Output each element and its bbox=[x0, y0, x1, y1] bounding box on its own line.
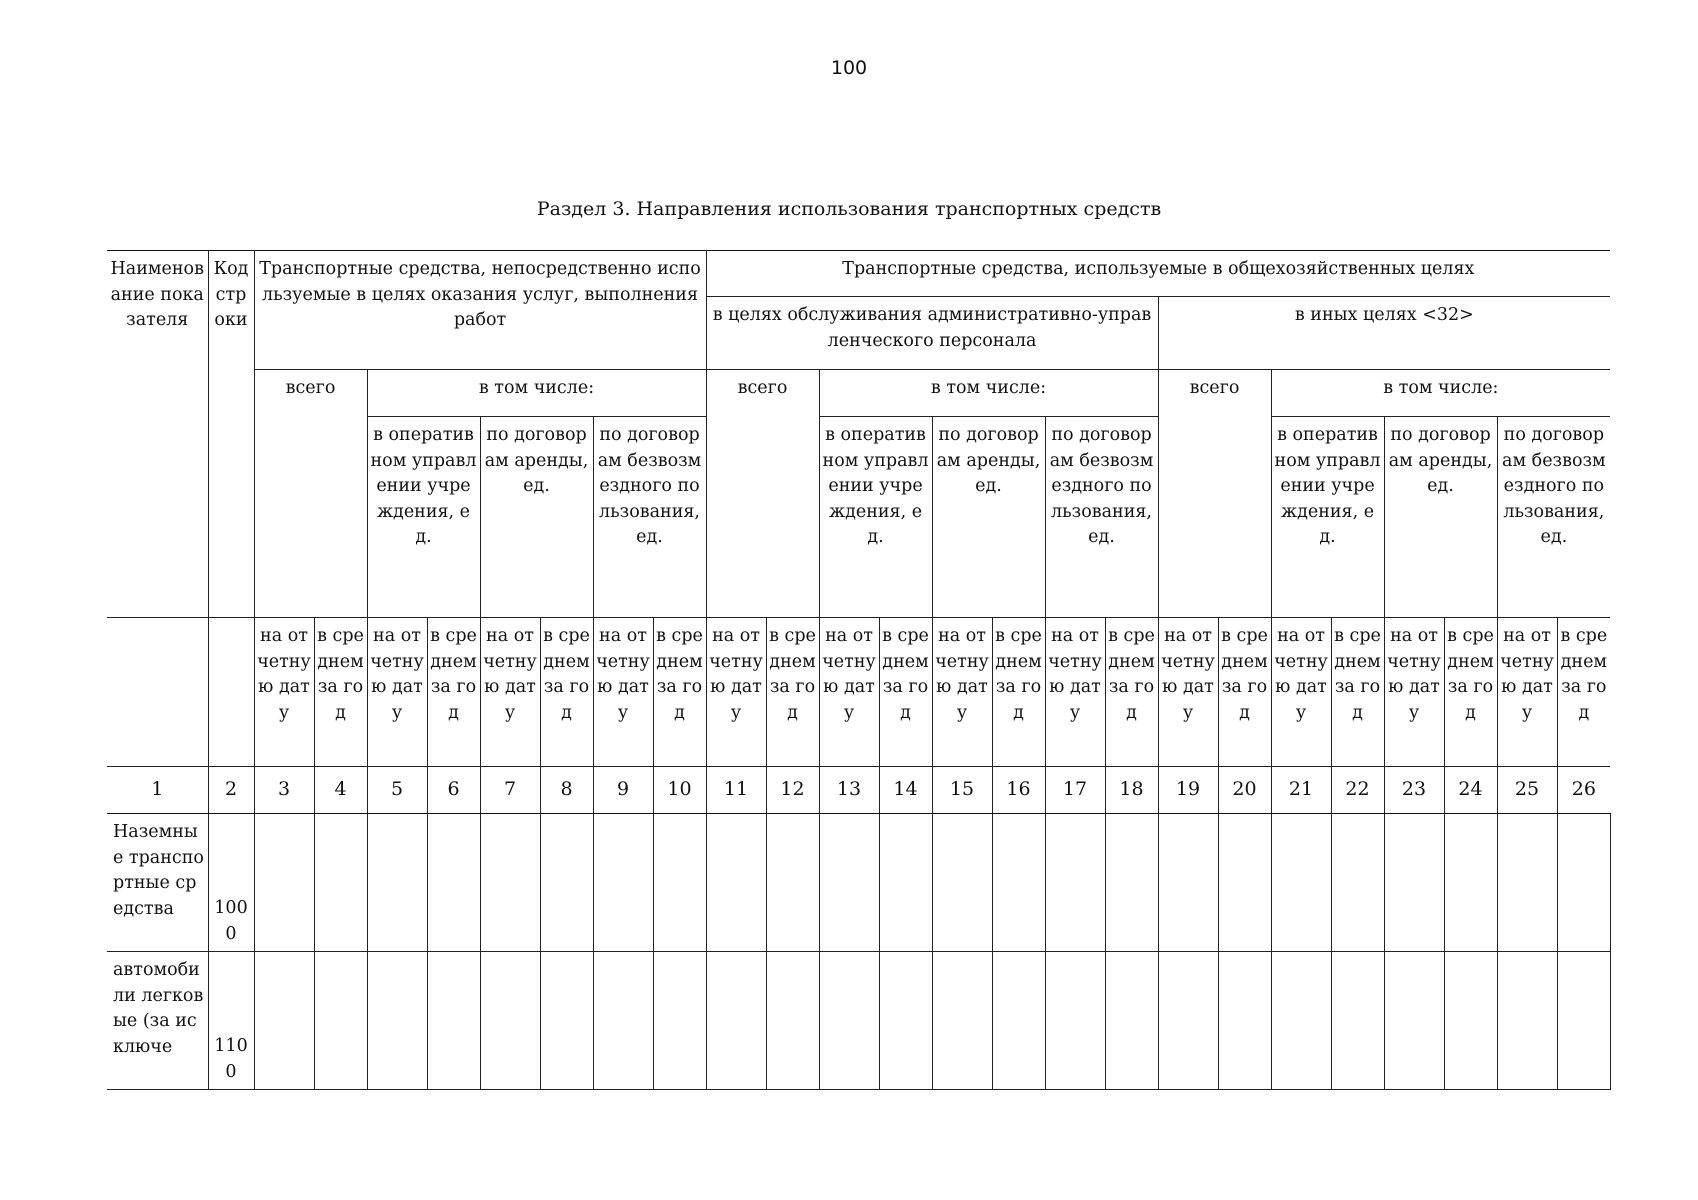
column-number: 4 bbox=[314, 767, 367, 814]
header-average: в среднем за год bbox=[1218, 618, 1271, 767]
table-row bbox=[107, 952, 1610, 1090]
header-at-date: на отчетную дату bbox=[480, 618, 540, 767]
header-name: Наименование показателя bbox=[107, 251, 208, 618]
header-total: всего bbox=[706, 370, 819, 618]
header-lease: по договорам аренды, ед. bbox=[480, 417, 593, 618]
column-number: 14 bbox=[879, 767, 932, 814]
column-number: 16 bbox=[992, 767, 1045, 814]
header-including: в том числе: bbox=[819, 370, 1158, 417]
column-number: 5 bbox=[367, 767, 427, 814]
report-form-table bbox=[107, 250, 1611, 1090]
header-average: в среднем за год bbox=[653, 618, 706, 767]
column-number: 18 bbox=[1105, 767, 1158, 814]
column-number: 13 bbox=[819, 767, 879, 814]
column-number: 2 bbox=[208, 767, 254, 814]
data-cell[interactable] bbox=[1218, 952, 1271, 1090]
column-number: 23 bbox=[1384, 767, 1444, 814]
row-code: 1000 bbox=[208, 814, 254, 952]
header-free-use: по договорам безвозмездного пользования, ед. bbox=[593, 417, 706, 618]
header-direct-use: Транспортные средства, непосредственно используемые в целях оказания услуг, выполнения работ bbox=[254, 251, 706, 370]
data-cell[interactable] bbox=[480, 814, 540, 952]
header-including: в том числе: bbox=[1271, 370, 1610, 417]
header-free-use: по договорам безвозмездного пользования, ед. bbox=[1497, 417, 1610, 618]
header-average: в среднем за год bbox=[992, 618, 1045, 767]
header-at-date: на отчетную дату bbox=[1384, 618, 1444, 767]
column-number: 24 bbox=[1444, 767, 1497, 814]
header-average: в среднем за год bbox=[1557, 618, 1610, 767]
row-name: автомобили легковые (за исключе bbox=[107, 952, 208, 1090]
data-cell[interactable] bbox=[1331, 814, 1384, 952]
column-number: 8 bbox=[540, 767, 593, 814]
header-code-cont bbox=[208, 618, 254, 767]
header-at-date: на отчетную дату bbox=[1497, 618, 1557, 767]
data-cell[interactable] bbox=[879, 814, 932, 952]
data-cell[interactable] bbox=[540, 814, 593, 952]
data-cell[interactable] bbox=[932, 814, 992, 952]
data-cell[interactable] bbox=[1218, 814, 1271, 952]
data-cell[interactable] bbox=[992, 814, 1045, 952]
header-operational-management: в оперативном управлении учреждения, ед. bbox=[819, 417, 932, 618]
data-cell[interactable] bbox=[1444, 952, 1497, 1090]
data-cell[interactable] bbox=[1105, 814, 1158, 952]
data-cell[interactable] bbox=[766, 814, 819, 952]
header-at-date: на отчетную дату bbox=[1158, 618, 1218, 767]
column-number: 10 bbox=[653, 767, 706, 814]
header-other-purposes: в иных целях <32> bbox=[1158, 297, 1610, 370]
data-cell[interactable] bbox=[593, 814, 653, 952]
data-cell[interactable] bbox=[314, 814, 367, 952]
column-number: 3 bbox=[254, 767, 314, 814]
header-name-cont bbox=[107, 618, 208, 767]
data-cell[interactable] bbox=[1444, 814, 1497, 952]
column-number: 12 bbox=[766, 767, 819, 814]
header-free-use: по договорам безвозмездного пользования, ед. bbox=[1045, 417, 1158, 618]
data-cell[interactable] bbox=[1497, 814, 1557, 952]
header-average: в среднем за год bbox=[766, 618, 819, 767]
data-cell[interactable] bbox=[653, 952, 706, 1090]
data-cell[interactable] bbox=[1557, 814, 1610, 952]
data-cell[interactable] bbox=[367, 952, 427, 1090]
header-admin-staff: в целях обслуживания административно-управленческого персонала bbox=[706, 297, 1158, 370]
header-including: в том числе: bbox=[367, 370, 706, 417]
column-number: 11 bbox=[706, 767, 766, 814]
data-cell[interactable] bbox=[706, 952, 766, 1090]
header-average: в среднем за год bbox=[1105, 618, 1158, 767]
column-number: 6 bbox=[427, 767, 480, 814]
header-at-date: на отчетную дату bbox=[932, 618, 992, 767]
header-operational-management: в оперативном управлении учреждения, ед. bbox=[1271, 417, 1384, 618]
header-at-date: на отчетную дату bbox=[706, 618, 766, 767]
data-cell[interactable] bbox=[1271, 814, 1331, 952]
data-cell[interactable] bbox=[480, 952, 540, 1090]
data-cell[interactable] bbox=[1045, 814, 1105, 952]
column-number: 22 bbox=[1331, 767, 1384, 814]
data-cell[interactable] bbox=[706, 814, 766, 952]
column-number: 25 bbox=[1497, 767, 1557, 814]
column-number: 15 bbox=[932, 767, 992, 814]
data-cell[interactable] bbox=[766, 952, 819, 1090]
data-cell[interactable] bbox=[1331, 952, 1384, 1090]
header-general-use: Транспортные средства, используемые в общехозяйственных целях bbox=[706, 251, 1610, 297]
header-average: в среднем за год bbox=[1331, 618, 1384, 767]
data-cell[interactable] bbox=[992, 952, 1045, 1090]
header-at-date: на отчетную дату bbox=[367, 618, 427, 767]
data-cell[interactable] bbox=[1497, 952, 1557, 1090]
data-cell[interactable] bbox=[254, 952, 314, 1090]
data-cell[interactable] bbox=[1557, 952, 1610, 1090]
column-number: 17 bbox=[1045, 767, 1105, 814]
header-total: всего bbox=[254, 370, 367, 618]
column-number: 1 bbox=[107, 767, 208, 814]
data-cell[interactable] bbox=[932, 952, 992, 1090]
data-cell[interactable] bbox=[1158, 814, 1218, 952]
column-number: 26 bbox=[1557, 767, 1610, 814]
data-cell[interactable] bbox=[819, 814, 879, 952]
data-cell[interactable] bbox=[314, 952, 367, 1090]
header-at-date: на отчетную дату bbox=[593, 618, 653, 767]
section-title: Раздел 3. Направления использования транспортных средств bbox=[536, 198, 1162, 220]
data-cell[interactable] bbox=[427, 814, 480, 952]
header-at-date: на отчетную дату bbox=[254, 618, 314, 767]
header-at-date: на отчетную дату bbox=[819, 618, 879, 767]
data-cell[interactable] bbox=[1045, 952, 1105, 1090]
table-row bbox=[107, 814, 1610, 952]
data-cell[interactable] bbox=[593, 952, 653, 1090]
header-at-date: на отчетную дату bbox=[1045, 618, 1105, 767]
column-number: 7 bbox=[480, 767, 540, 814]
data-cell[interactable] bbox=[653, 814, 706, 952]
data-cell[interactable] bbox=[540, 952, 593, 1090]
header-average: в среднем за год bbox=[427, 618, 480, 767]
data-cell[interactable] bbox=[254, 814, 314, 952]
column-number: 21 bbox=[1271, 767, 1331, 814]
header-code: Код строки bbox=[208, 251, 254, 618]
data-cell[interactable] bbox=[427, 952, 480, 1090]
data-cell[interactable] bbox=[1105, 952, 1158, 1090]
column-number: 19 bbox=[1158, 767, 1218, 814]
header-at-date: на отчетную дату bbox=[1271, 618, 1331, 767]
header-average: в среднем за год bbox=[879, 618, 932, 767]
row-name: Наземные транспортные средства bbox=[107, 814, 208, 952]
data-cell[interactable] bbox=[1271, 952, 1331, 1090]
header-average: в среднем за год bbox=[1444, 618, 1497, 767]
column-number: 20 bbox=[1218, 767, 1271, 814]
page-number: 100 bbox=[830, 57, 868, 79]
header-lease: по договорам аренды, ед. bbox=[1384, 417, 1497, 618]
data-cell[interactable] bbox=[1158, 952, 1218, 1090]
header-lease: по договорам аренды, ед. bbox=[932, 417, 1045, 618]
row-code: 1100 bbox=[208, 952, 254, 1090]
header-average: в среднем за год bbox=[314, 618, 367, 767]
column-number: 9 bbox=[593, 767, 653, 814]
data-cell[interactable] bbox=[367, 814, 427, 952]
data-cell[interactable] bbox=[1384, 814, 1444, 952]
header-operational-management: в оперативном управлении учреждения, ед. bbox=[367, 417, 480, 618]
header-total: всего bbox=[1158, 370, 1271, 618]
data-cell[interactable] bbox=[1384, 952, 1444, 1090]
data-cell[interactable] bbox=[819, 952, 879, 1090]
header-average: в среднем за год bbox=[540, 618, 593, 767]
data-cell[interactable] bbox=[879, 952, 932, 1090]
